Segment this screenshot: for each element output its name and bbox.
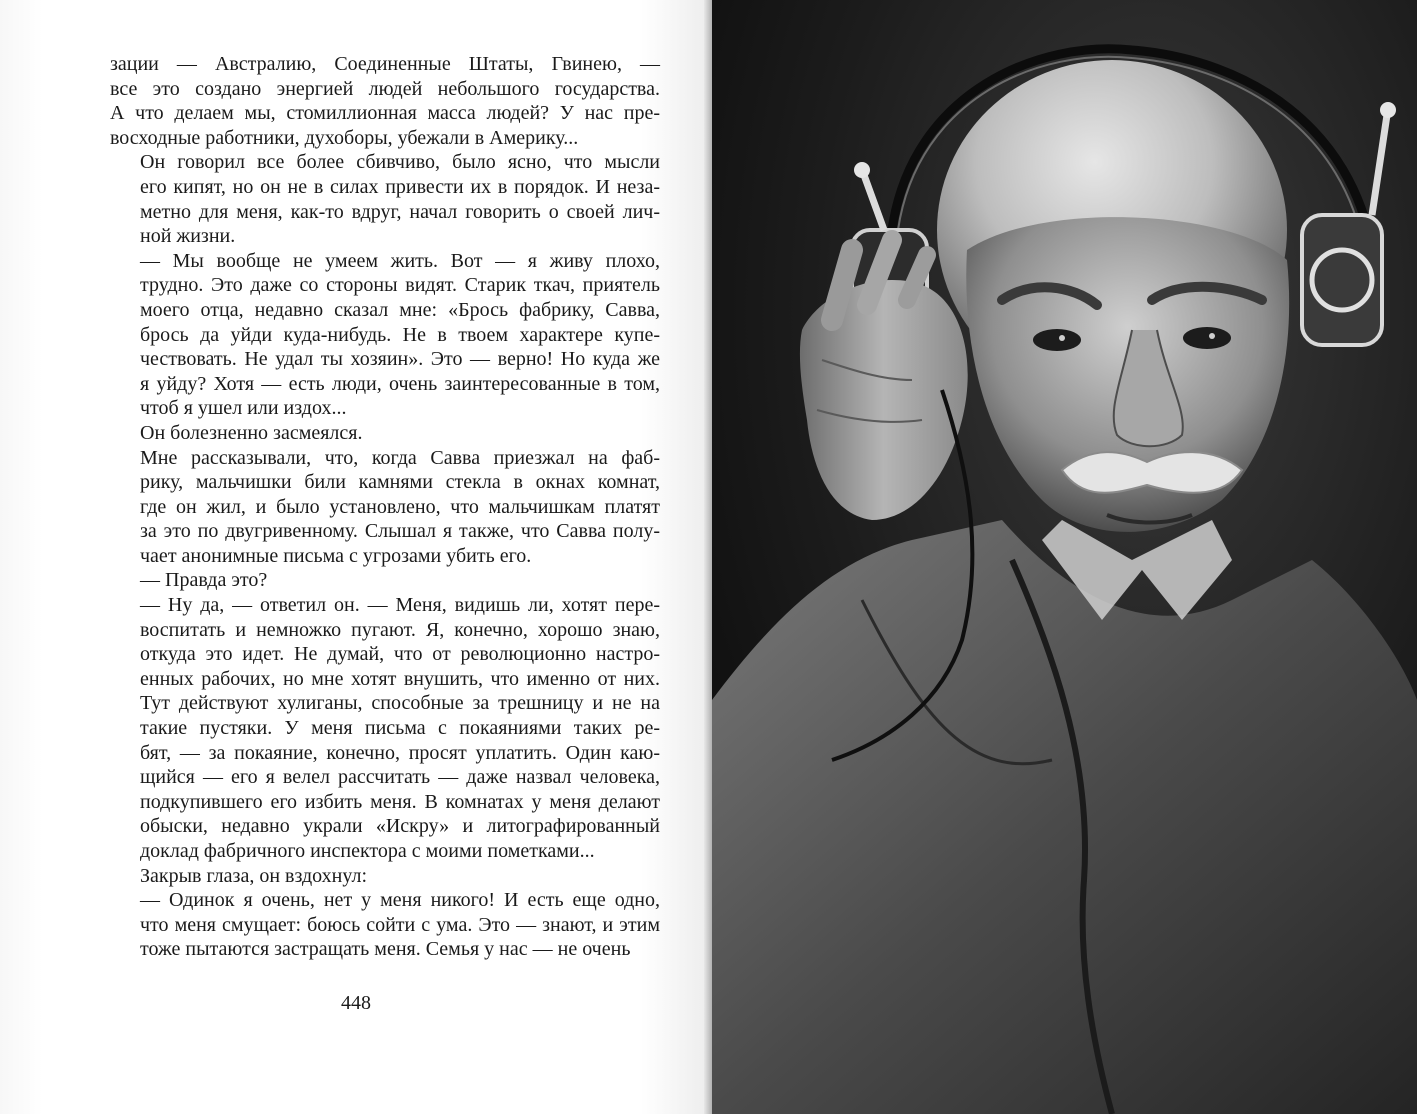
text-line: обыски, недавно украли «Искру» и литографированный [140,815,660,838]
text-line: Закрыв глаза, он вздохнул: [140,864,368,887]
page-number: 448 [341,992,371,1014]
text-line: рику, мальчишки били камнями стекла в окнах комнат, [140,471,660,494]
text-line: за это по двугривенному. Слышал я также, что Савва полу- [140,520,660,543]
text-line: Он болезненно засмеялся. [140,421,363,444]
text-line: такие пустяки. У меня письма с покаяниями таких ре- [140,717,660,740]
portrait-photo-icon [712,0,1417,1114]
text-line: чает анонимные письма с угрозами убить его. [140,544,532,567]
body-text [110,52,660,962]
text-line: где он жил, и было установлено, что мальчишкам платят [140,495,660,518]
text-line: енных рабочих, но мне хотят внушить, что именно от них. [140,667,660,690]
text-line: — Правда это? [140,569,268,592]
paragraph [110,150,660,248]
text-line: А что делаем мы, стомиллионная масса людей? У нас пре- [110,102,660,125]
text-line: что меня смущает: боюсь сойти с ума. Это — знают, и этим [140,913,660,936]
paragraph [110,52,660,150]
paragraph [110,249,660,421]
text-line: брось да уйди куда-нибудь. Не в твоем характере купе- [140,323,660,346]
text-line: откуда это идет. Не думай, что от революционно настро- [140,643,660,666]
text-line: чествовать. Не удал ты хозяин». Это — верно! Но куда же [140,348,660,371]
text-line: — Ну да, — ответил он. — Меня, видишь ли, хотят пере- [140,594,660,617]
paragraph [110,864,660,889]
text-line: — Одинок я очень, нет у меня никого! И есть еще одно, [140,889,660,912]
text-line: зации — Австралию, Соединенные Штаты, Гвинею, — [110,53,660,75]
text-line: все это создано энергией людей небольшого государства. [110,77,660,100]
paragraph [110,421,660,446]
text-line: его кипят, но он не в силах привести их в порядок. И неза- [140,175,660,198]
text-line: подкупившего его избить меня. В комнатах у меня делают [140,790,660,813]
text-line: трудно. Это даже со стороны видят. Старик ткач, приятель [140,274,660,297]
paragraph [110,446,660,569]
text-line: восходные работники, духоборы, убежали в Америку... [110,126,579,149]
text-line: тоже пытаются застращать меня. Семья у нас — не очень [140,938,631,961]
text-line: воспитать и немножко пугают. Я, конечно, хорошо знаю, [140,618,660,641]
text-line: моего отца, недавно сказал мне: «Брось фабрику, Савва, [140,298,660,321]
text-line: Мне рассказывали, что, когда Савва приезжал на фаб- [140,446,660,469]
paragraph [110,568,660,593]
text-line: — Мы вообще не умеем жить. Вот — я живу плохо, [140,249,660,272]
text-line: щийся — его я велел рассчитать — даже назвал человека, [140,766,660,789]
portrait-photo [712,0,1417,1114]
paragraph [110,888,660,962]
paragraph [110,593,660,864]
text-line: Тут действуют хулиганы, способные за трешницу и не на [140,692,660,715]
text-line: ной жизни. [140,225,236,248]
text-line: метно для меня, как-то вдруг, начал говорить о своей лич- [140,200,660,223]
text-line: я уйду? Хотя — есть люди, очень заинтересованные в том, [140,372,660,395]
text-line: доклад фабричного инспектора с моими пометками... [140,840,595,862]
text-line: бят, — за покаяние, конечно, просят уплатить. Один каю- [140,741,660,764]
text-line: чтоб я ушел или издох... [140,397,347,420]
text-line: Он говорил все более сбивчиво, было ясно, что мысли [140,151,660,174]
